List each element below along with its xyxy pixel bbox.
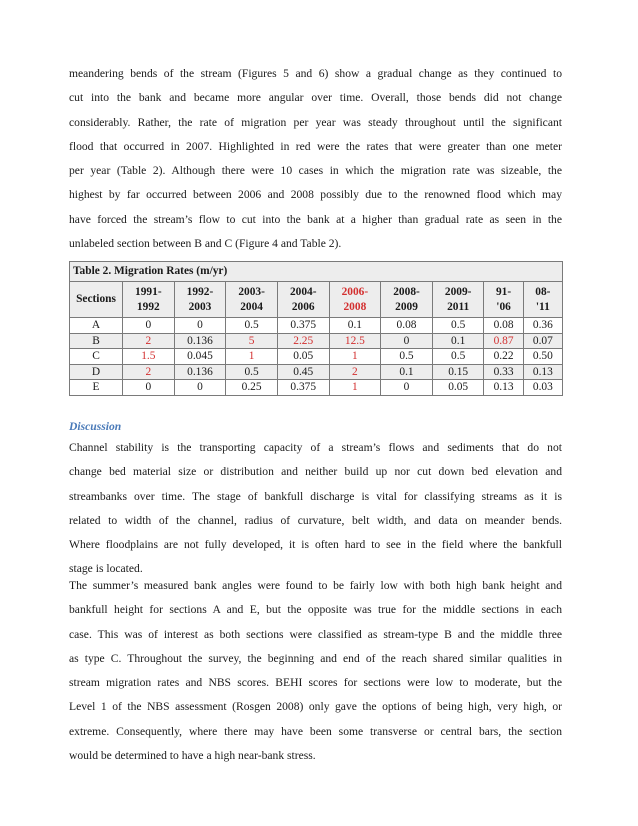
rate-cell: 0.25 (226, 380, 278, 396)
text-line: The summer’s measured bank angles were found to be fairly low with both high bank height and (69, 579, 562, 592)
sections-header: Sections (70, 282, 123, 318)
rate-cell: 0.136 (174, 364, 226, 380)
rate-cell: 0.136 (174, 333, 226, 349)
text-line: have forced the stream’s flow to cut into the bank at a higher than gradual rate as seen in the (69, 212, 562, 226)
period-start: 1991- (135, 285, 162, 298)
rate-cell: 1 (226, 349, 278, 365)
period-header (523, 282, 562, 318)
rate-cell: 0.05 (432, 380, 484, 396)
period-end: 1992 (136, 300, 160, 313)
rate-cell: 0.1 (329, 318, 381, 334)
rate-cell: 0.05 (277, 349, 329, 365)
discussion-paragraph-2 (69, 574, 562, 768)
text-line: streambanks over time. The stage of bankfull discharge is vital for classifying streams as it is (69, 489, 562, 503)
text-line: unlabeled section between B and C (Figure 4 and Table 2). (69, 237, 342, 251)
period-header (329, 282, 381, 318)
rate-cell: 0 (123, 380, 175, 396)
text-line: would be determined to have a high near-bank stress. (69, 749, 316, 763)
table-row (70, 364, 563, 380)
table-row (70, 333, 563, 349)
text-line: stage is located. (69, 562, 143, 576)
rate-cell: 0.5 (226, 364, 278, 380)
period-start: 2009- (444, 285, 472, 298)
table-row (70, 380, 563, 396)
period-end: 2006 (291, 300, 315, 313)
period-header (174, 282, 226, 318)
rate-cell: 5 (226, 333, 278, 349)
rate-cell: 0.1 (432, 333, 484, 349)
rate-cell: 2 (329, 364, 381, 380)
rate-cell: 0.03 (523, 380, 562, 396)
intro-paragraph (69, 62, 562, 256)
rate-cell: 0.5 (381, 349, 433, 365)
text-line: per year (Table 2). Although there were 10 cases in which the migration rate was sizeable, the (69, 164, 562, 178)
text-line: stream migration rates and NBS scores. BEHI scores for sections were low to moderate, but the (69, 676, 562, 690)
rate-cell: 0.5 (226, 318, 278, 334)
text-line: cut into the bank and became more angular over time. Overall, those bends did not change (69, 91, 562, 105)
rate-cell: 0 (381, 333, 433, 349)
period-start: 2003- (238, 285, 265, 298)
text-line: change bed material size or distribution and neither build up nor cut down bed elevation and (69, 465, 562, 479)
text-line: flood that occurred in 2007. Highlighted in red were the rates that were greater than one meter (69, 139, 562, 153)
period-end: 2008 (343, 300, 367, 313)
rate-cell: 12.5 (329, 333, 381, 349)
rate-cell: 0.5 (432, 349, 484, 365)
text-line: bankfull height for sections A and E, but the opposite was true for the middle sections in each (69, 603, 562, 617)
rate-cell: 0.08 (381, 318, 433, 334)
rate-cell: 0.5 (432, 318, 484, 334)
text-line: case. This was of interest as both sections were classified as stream-type B and the middle three (69, 627, 562, 641)
rate-cell: 0.13 (523, 364, 562, 380)
rate-cell: 0.22 (484, 349, 523, 365)
text-line: extreme. Consequently, where there may have been some transverse or central bars, the section (69, 724, 562, 738)
rate-cell: 0 (123, 318, 175, 334)
period-start: 1992- (186, 285, 214, 298)
rate-cell: 0.13 (484, 380, 523, 396)
period-header (226, 282, 278, 318)
section-label: B (70, 333, 123, 349)
period-start: 2006- (341, 285, 369, 298)
rate-cell: 0.375 (277, 318, 329, 334)
text-line: Channel stability is the transporting capacity of a stream’s flows and sediments that do not (69, 441, 562, 454)
rate-cell: 0 (174, 380, 226, 396)
section-label: E (70, 380, 123, 396)
text-line: Where floodplains are not fully developed, it is often hard to see in the field where the bankfull (69, 538, 562, 552)
period-header (123, 282, 175, 318)
rate-cell: 0 (381, 380, 433, 396)
section-label: A (70, 318, 123, 334)
period-header (277, 282, 329, 318)
rate-cell: 0.1 (381, 364, 433, 380)
section-label: C (70, 349, 123, 365)
text-line: as type C. Throughout the survey, the beginning and end of the reach shared similar qualities in (69, 651, 562, 665)
table-row (70, 318, 563, 334)
rate-cell: 2 (123, 364, 175, 380)
table-header-row (70, 282, 563, 318)
rate-cell: 1 (329, 349, 381, 365)
rate-cell: 0.08 (484, 318, 523, 334)
text-line: Level 1 of the NBS assessment (Rosgen 2008) only gave the options of being high, very high, or (69, 700, 562, 714)
period-header (381, 282, 433, 318)
text-line: meandering bends of the stream (Figures 5 and 6) show a gradual change as they continued to (69, 67, 562, 80)
period-header (432, 282, 484, 318)
period-end: '06 (496, 300, 511, 313)
rate-cell: 0.045 (174, 349, 226, 365)
rate-cell: 0.33 (484, 364, 523, 380)
table-row (70, 349, 563, 365)
period-start: 2004- (289, 285, 317, 298)
rate-cell: 0.15 (432, 364, 484, 380)
discussion-paragraph-1 (69, 436, 562, 582)
period-end: 2004 (240, 300, 263, 313)
text-line: considerably. Rather, the rate of migration per year was steady throughout until the significant (69, 115, 562, 129)
text-line: highest by far occurred between 2006 and 2008 possibly due to the renowned flood which may (69, 188, 562, 202)
migration-rates-table (69, 261, 563, 396)
rate-cell: 1 (329, 380, 381, 396)
rate-cell: 0.50 (523, 349, 562, 365)
period-header (484, 282, 523, 318)
rate-cell: 0.375 (277, 380, 329, 396)
period-end: 2011 (447, 300, 470, 313)
table-body (70, 318, 563, 396)
period-end: 2009 (395, 300, 418, 313)
discussion-heading: Discussion (69, 420, 122, 433)
rate-cell: 2 (123, 333, 175, 349)
period-end: 2003 (188, 300, 212, 313)
rate-cell: 2.25 (277, 333, 329, 349)
rate-cell: 0.87 (484, 333, 523, 349)
rate-cell: 1.5 (123, 349, 175, 365)
rate-cell: 0 (174, 318, 226, 334)
rate-cell: 0.45 (277, 364, 329, 380)
section-label: D (70, 364, 123, 380)
period-end: '11 (535, 300, 550, 313)
period-start: 2008- (393, 285, 420, 298)
period-start: 91- (495, 285, 512, 298)
table-caption: Table 2. Migration Rates (m/yr) (70, 262, 563, 282)
rate-cell: 0.07 (523, 333, 562, 349)
text-line: related to width of the channel, radius of curvature, belt width, and data on meander bends. (69, 513, 562, 527)
rate-cell: 0.36 (523, 318, 562, 334)
period-start: 08- (535, 285, 551, 298)
